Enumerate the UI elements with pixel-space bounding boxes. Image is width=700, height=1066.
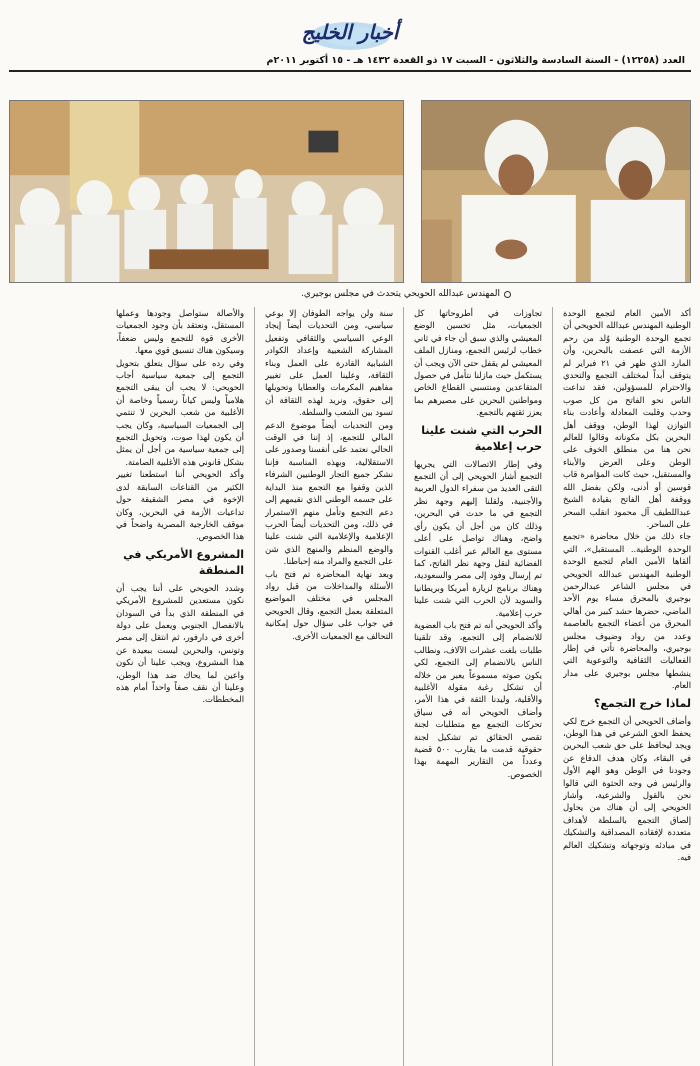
photo-caption-text: المهندس عبدالله الحويحي يتحدث في مجلس بوجيري. <box>301 289 500 299</box>
paragraph: وفي رده على سؤال يتعلق بتحويل التجمع إلى جمعية سياسية أجاب الحويحي: لا يجب أن يبقى التجمع هلامياً وليس كياناً رسمياً وخاصة أن الأغلبية من شعب البحرين لا تنتمي إلى الجمعيات السياسية، وكان يجب أن يكون لهذا صوت، وتحويل التجمع إلى جمعية سياسية من أجل أن يمثل بشكل قانوني هذه الأغلبية الصامتة. <box>116 357 244 467</box>
paragraph: وبعد نهاية المحاضرة تم فتح باب الأسئلة والمداخلات من قبل رواد المجلس في مختلف المواضيع المتعلقة بعمل التجمع، وقال الحويحي في جواب على سؤال حول إمكانية التحالف مع الجمعيات الأخرى. <box>265 568 393 641</box>
paragraph: وشدد الحويحي على أننا يجب أن نكون مستعدين للمشروع الأمريكي في المنطقة الذي بدأ في السودان بالانفصال الجنوبي ويعمل على دولة أخرى في دارفور، ثم انتقل إلى مصر وتونس، والبحرين ليست ببعيدة عن هذا المشروع، ويجب علينا أن نكون واعين لما يحاك ضد هذا الوطن، وعلينا أن نقف صفاً واحداً أمام هذه المخططات. <box>116 582 244 705</box>
masthead-rule <box>9 70 691 72</box>
issue-dateline: العدد (١٢٢٥٨) - السنة السادسة والثلاثون - السبت ١٧ ذو القعدة ١٤٣٢ هـ - ١٥ أكتوبر ٢٠١١م <box>266 55 685 66</box>
article-column-2 <box>414 307 542 1066</box>
majlis-audience-photo <box>9 100 404 283</box>
paragraph: ومن التحديات أيضاً موضوع الدعم المالي للتجمع، إذ إننا في الوقت الحالي نعتمد على أنفسنا وصدور على الاستقلالية، وبهذه المناسبة فإننا نشكر جميع التجار الوطنيين الشرفاء الذين وقفوا مع التجمع منذ البداية على جسمه الوطني الذي نقيمهم إلى دعم التجمع وتأمل منهم الاستمرار في ذلك، ومن التحديات أيضاً الحرب الإعلامية والإعلامية التي شنت علينا والوضع المنظم والمنهج الذي شن على التجمع والمراد منه إحباطنا. <box>265 419 393 567</box>
paragraph: والأصالة ستواصل وجودها وعملها المستقل، ونعتقد بأن وجود الجمعيات الأخرى قوة للتجمع وليس ضعفاً، وسيكون هناك تنسيق قوي معها. <box>116 308 244 356</box>
article-columns <box>9 307 691 1066</box>
caption-bullet-icon <box>504 291 511 298</box>
paragraph: وأضاف الحويحي أن التجمع خرج لكي يحفظ الحق الشرعي في هذا الوطن، ويجد ليحافظ على حق شعب البحرين في البقاء، وكان هدف الدفاع عن وجودنا في الوطن وهو الهم الأول والرئيس في وجه الحثوة التي قالوا نحن بالقول والشرعية، وأشار الحويحي إلى أن هناك من يحاول إلصاق التجمع بالسلطة لأهداف متعددة لإفقاده المصداقية والتشكيك في مبادئه وتوجهاته وتشكيك العالم فيه. <box>563 715 691 863</box>
section-heading: الحرب التي شنت علينا حرب إعلامية <box>421 423 542 453</box>
paragraph: تجاوزات في أطروحاتها كل الجمعيات، مثل تحسين الوضع المعيشي والذي سبق أن جاء في ثاني خطاب لرئيس التجمع، ومنازل الملف المعيشي لم يقفل حتى الآن ويجب أن يستكمل حيث مازلنا نتأمل في حصول المتقاعدين ومنتسبي القطاع الخاص ومواطنين البحرين على مصيرهم بما يعزز ثقتهم بالتجمع. <box>414 308 542 418</box>
column-divider <box>552 307 553 1066</box>
section-heading: المشروع الأمريكي في المنطقة <box>123 547 244 577</box>
column-divider <box>254 307 255 1066</box>
paragraph: وأكد الحويحي أننا استطعنا تغيير الكثير من القناعات السابقة لدى الإخوة في مصر الشقيقة حول تداعيات الأزمة في البحرين، وكان موقف الخارجية المصرية واضحاً في هذا الخصوص. <box>116 469 244 542</box>
paragraph: وفي إطار الاتصالات التي يجريها التجمع أشار الحويحي إلى أن التجمع التقى العديد من سفراء الدول العربية والأجنبية، ولقلنا إليهم وجهة نظر التجمع في ما حدث في البحرين، وذلك كان من أجل أن يكون رأي واضح، وهناك تواصل على أعلى مستوى مع العالم عبر أغلب القنوات الفضائية لنقل وجهة نظر الفاتح، كما تم إرسال وفود إلى مصر والسعودية، وهناك برنامج لزيارة أمريكا وبريطانيا والسويد لأن الحرب التي شنت علينا حرب إعلامية. <box>414 458 542 618</box>
paragraph: وأكد الحويحي أنه تم فتح باب العضوية للانضمام إلى التجمع، وقد تلقينا طلبات بلغت عشرات الآلاف، ونطالب الناس بالانضمام إلى التجمع، لكي يكون صوته مسموعاً يعبر من خلاله أن تشكل رغبة مقولة الأغلبية والأقلية، وليدنا الثقة في هذا الأمر، وأضاف الحويحي أنه في سياق تحركات التجمع مع متطلبات لجنة تقصي الحقائق تم تشكيل لجنة حقوقية قدمت ما يقارب ٥٠٠ قضية وعدداً من التقارير المهمة بهذا الخصوص. <box>414 619 542 779</box>
article-column-1 <box>563 307 691 1066</box>
article-column-3 <box>265 307 393 1066</box>
paragraph: جاء ذلك من خلال محاضرة «تجمع الوحدة الوطنية.. المستقبل»، التي ألقاها الأمين العام لتجمع الوحدة الوطنية المهندس عبدالله الحويحي في مجلس الشاعر عبدالرحمن بوجيري بالمحرق مساء يوم الأحد الماضي، حضرها حشد كبير من أهالي المحرق من أعضاء التجمع بالعاصمة وعدد من رواد وضيوف مجلس بوجيري، والمحاضرة تأتي في إطار الفعاليات الثقافية والتوعوية التي ينشطها مجلس بوجيري على مدار العام. <box>563 531 691 691</box>
paragraph: سنة ولن يواجه الطوفان إلا بوعي سياسي، ومن التحديات أيضاً إيجاد الوعي السياسي والثقافي وتفعيل المشاركة الشعبية وإعداد الكوادر الشبابية القادرة على العمل وبناء الثقافة، وعلينا العمل على تغيير مفاهيم المكرمات والعطايا وتحويلها إلى حقوق، ونريد لهذه الثقافة أن تسود بين الشعب والسلطة. <box>265 308 393 418</box>
section-heading: لماذا خرج التجمع؟ <box>594 696 691 710</box>
photo-strip <box>9 100 691 285</box>
paragraph: أكد الأمين العام لتجمع الوحدة الوطنية المهندس عبدالله الحويحي أن تجمع الوحدة الوطنية وُلد من رحم الأزمة التي عصفت بالبحرين، وأن المارد الذي ظهر في ٢١ فبراير لم يتوقف أبداً لمختلف التجمع والتحدي والاحترام للمسؤولين، فقد تداعت الناس نحو الفاتح من كل صوب وحدب وقلبت المعادلة وأعادت بناء التوازن لهذا الوطن، ووقف أهل البحرين بكل مكوناته وقالوا للعالم نحن هنا من منطلق الخوف على الوطن وعلى العرض والأبناء والمستقبل، حيث كانت المؤامرة قاب قوسين أو أدنى، ولكن بفضل الله ووقفة أهل الفاتح بقيادة الشيخ عبداللطيف آل محمود انقلب السحر على الساحر. <box>563 308 691 529</box>
column-divider <box>403 307 404 1066</box>
photo-caption <box>9 289 691 299</box>
masthead <box>9 8 691 68</box>
newspaper-logo: أخبار الخليج <box>301 20 399 44</box>
speaker-photo <box>421 100 691 283</box>
article-column-4 <box>116 307 244 1066</box>
